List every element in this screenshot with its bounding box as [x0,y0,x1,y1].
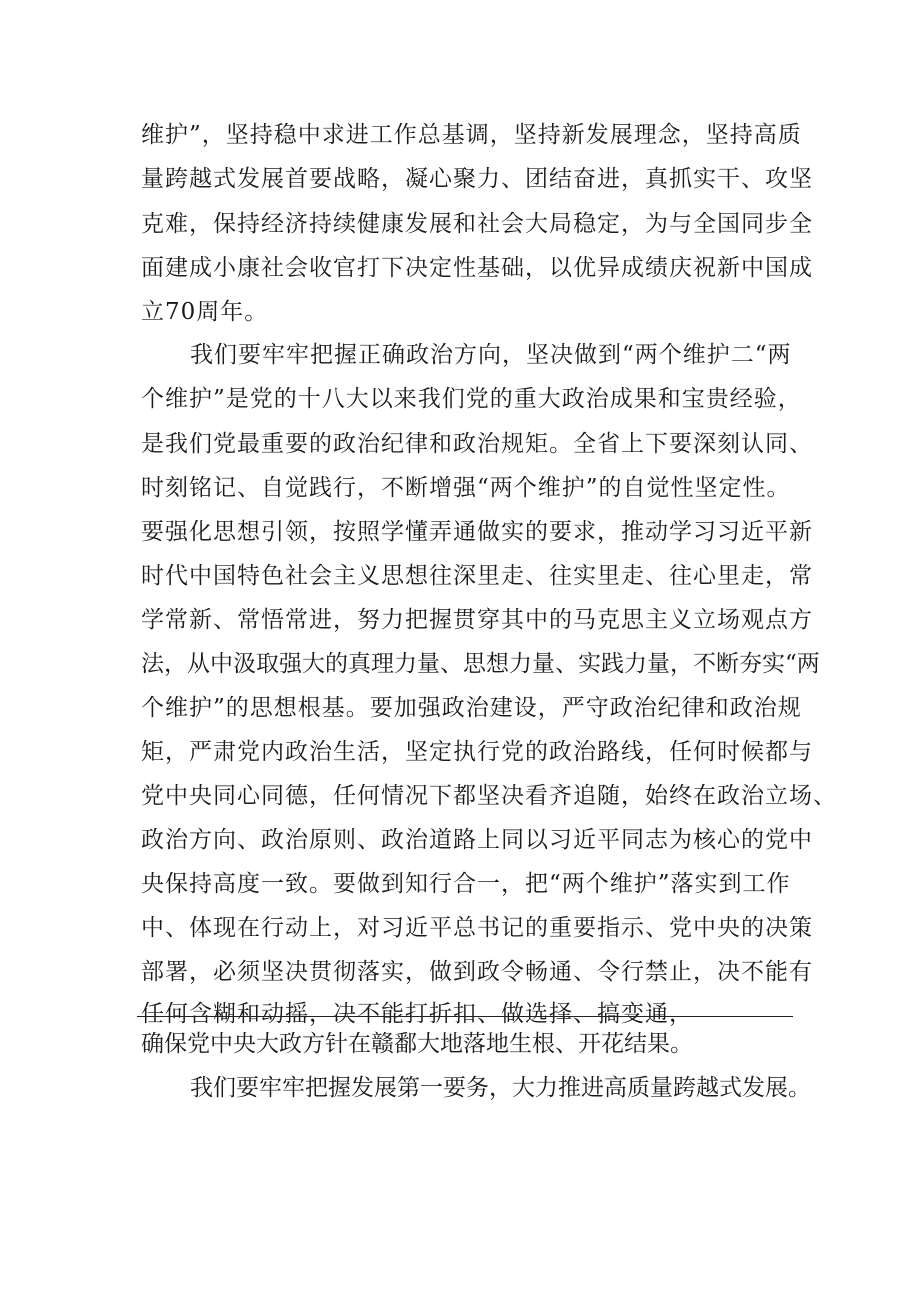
text-line: 党中央同心同德，任何情况下都坚决看齐追随，始终在政治立场、 [141,783,837,809]
text-line: 确保党中央大政方针在赣鄱大地落地生根、开花结果。 [141,1031,693,1057]
text-line: 是我们党最重要的政治纪律和政治规矩。全省上下要深刻认同、 [141,431,813,457]
paragraph-first-line: 我们要牢牢把握发展第一要务，大力推进高质量跨越式发展。 [190,1075,811,1101]
text-line: 法，从中汲取强大的真理力量、思想力量、实践力量，不断夯实“两 [141,651,820,677]
horizontal-rule [137,1016,793,1017]
text-line: 学常新、常悟常进，努力把握贯穿其中的马克思主义立场观点方 [141,607,813,633]
text-line: 矩，严肃党内政治生活，坚定执行党的政治路线，任何时候都与 [141,739,813,765]
text-line: 时代中国特色社会主义思想往深里走、往实里走、往心里走，常 [141,563,813,589]
text-line: 克难，保持经济持续健康发展和社会大局稳定，为与全国同步全 [141,211,813,237]
text-line: 政治方向、政治原则、政治道路上同以习近平同志为核心的党中 [141,827,813,853]
text-line: 面建成小康社会收官打下决定性基础，以优异成绩庆祝新中国成 [141,255,813,281]
text-line: 央保持高度一致。要做到知行合一，把“两个维护”落实到工作 [141,871,791,897]
text-line: 维护”，坚持稳中求进工作总基调，坚持新发展理念，坚持高质 [141,122,802,148]
text-line: 时刻铭记、自觉践行，不断增强“两个维护”的自觉性坚定性。 [141,475,791,501]
text-line: 要强化思想引领，按照学懂弄通做实的要求，推动学习习近平新 [141,519,813,545]
text-line: 量跨越式发展首要战略，凝心聚力、团结奋进，真抓实干、攻坚 [141,166,813,192]
text-line: 个维护”的思想根基。要加强政治建设，严守政治纪律和政治规 [141,695,802,721]
text-line: 中、体现在行动上，对习近平总书记的重要指示、党中央的决策 [141,915,813,941]
text-line: 任何含糊和动摇，决不能打折扣、做选择、搞变通， [141,1001,693,1027]
paragraph-first-line: 我们要牢牢把握正确政治方向，坚决做到“两个维护二“两 [190,342,792,368]
text-line: 部署，必须坚决贯彻落实，做到政令畅通、令行禁止，决不能有 [141,959,813,985]
text-line: 个维护”是党的十八大以来我们党的重大政治成果和宝贵经验， [141,386,802,412]
text-line: 立70周年。 [141,299,269,325]
